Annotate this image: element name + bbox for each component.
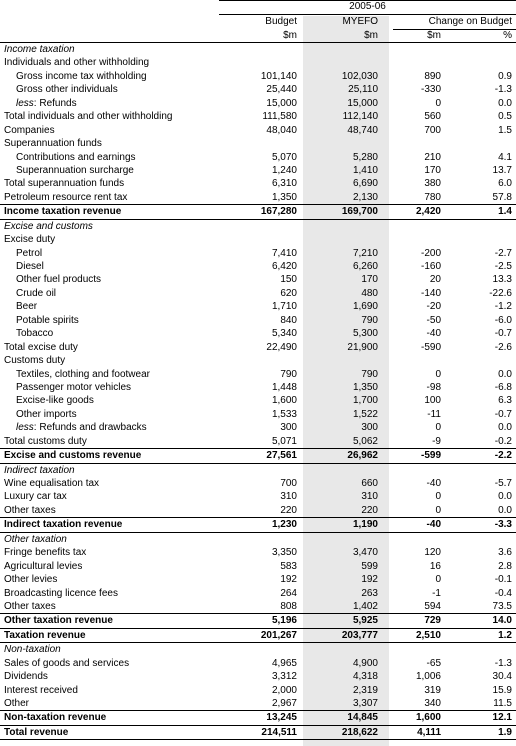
row-label: Other levies <box>4 574 58 586</box>
change-value: 319 <box>424 684 441 696</box>
table-row <box>0 124 516 137</box>
row-label <box>16 421 147 434</box>
budget-value: 201,267 <box>260 629 297 641</box>
budget-value: 13,245 <box>266 712 297 724</box>
change-value: -160 <box>420 261 441 272</box>
table-row <box>0 83 516 96</box>
budget-value: 1,230 <box>271 519 297 531</box>
myefo-value: 203,777 <box>341 629 378 641</box>
table-row <box>0 164 516 177</box>
table-row <box>0 421 516 434</box>
change-value: 0 <box>435 491 441 503</box>
row-label: Excise and customs <box>4 220 93 232</box>
change-pct: -6.8 <box>494 381 512 393</box>
row-label: Total superannuation funds <box>4 178 125 190</box>
table-row <box>0 600 516 613</box>
row-label: Total customs duty <box>4 435 87 447</box>
row-label: Superannuation funds <box>4 138 102 150</box>
budget-value: 6,310 <box>271 178 297 190</box>
change-pct: 14.0 <box>492 615 512 627</box>
myefo-value: 7,210 <box>352 247 378 259</box>
row-label: Indirect taxation <box>4 464 75 476</box>
myefo-value: 218,622 <box>341 726 378 738</box>
budget-value: 1,710 <box>271 301 297 313</box>
change-pct: 3.6 <box>498 547 512 559</box>
row-label: Indirect taxation revenue <box>4 519 123 531</box>
budget-value: 5,071 <box>271 435 297 447</box>
header-change-rule <box>393 29 516 30</box>
row-label-text: : Refunds and drawbacks <box>33 422 147 434</box>
row-label: Wine equalisation tax <box>4 478 100 489</box>
myefo-value: 15,000 <box>347 97 378 109</box>
change-pct: 13.3 <box>492 274 512 286</box>
table-body <box>0 43 516 740</box>
row-label: Other imports <box>16 408 77 420</box>
table-row <box>0 381 516 394</box>
myefo-value: 220 <box>361 504 378 516</box>
change-pct: 12.1 <box>492 712 512 724</box>
change-pct: 4.1 <box>498 151 512 163</box>
change-value: 729 <box>424 615 441 627</box>
row-label: Other taxes <box>4 600 56 612</box>
change-pct: 0.5 <box>498 111 512 123</box>
myefo-value: 25,110 <box>348 84 378 96</box>
myefo-value: 3,307 <box>352 698 378 709</box>
budget-value: 167,280 <box>260 206 297 218</box>
change-value: 0 <box>435 504 441 516</box>
budget-value: 220 <box>280 504 297 516</box>
change-pct: 1.5 <box>498 124 512 136</box>
myefo-value: 1,350 <box>352 381 378 393</box>
change-pct: -1.2 <box>494 301 512 313</box>
change-value: 700 <box>424 124 441 136</box>
header-year: 2005-06 <box>349 1 386 12</box>
change-pct: 0.0 <box>498 97 512 109</box>
table-row <box>0 56 516 69</box>
budget-value: 620 <box>280 287 297 299</box>
budget-value: 5,340 <box>271 328 297 340</box>
change-pct: -1.3 <box>494 84 512 96</box>
myefo-value: 263 <box>361 587 378 599</box>
change-pct: 0.0 <box>498 504 512 516</box>
table-row <box>0 408 516 421</box>
row-label: Other taxes <box>4 504 56 516</box>
row-label: Dividends <box>4 671 48 683</box>
myefo-value: 790 <box>361 314 378 326</box>
myefo-value: 4,900 <box>352 657 378 669</box>
table-row <box>0 177 516 190</box>
total-row <box>0 448 516 463</box>
row-label: Broadcasting licence fees <box>4 587 118 599</box>
row-label: Beer <box>16 301 38 313</box>
myefo-value: 192 <box>361 574 378 586</box>
row-label: Other fuel products <box>16 274 102 286</box>
change-pct: 73.5 <box>492 600 512 612</box>
budget-value: 840 <box>280 314 297 326</box>
change-value: 1,006 <box>415 671 441 683</box>
table-row <box>0 368 516 381</box>
row-label: Contributions and earnings <box>16 151 136 163</box>
row-label-prefix: less <box>16 422 34 434</box>
row-label: Taxation revenue <box>4 629 86 641</box>
table-row <box>0 435 516 448</box>
change-value: 1,600 <box>415 712 441 724</box>
myefo-value: 660 <box>361 478 378 489</box>
budget-value: 4,965 <box>271 657 297 669</box>
change-pct: -6.0 <box>494 314 512 326</box>
change-value: 340 <box>424 698 441 709</box>
row-label: Total individuals and other withholding <box>4 111 173 123</box>
row-label: Gross other individuals <box>16 84 118 96</box>
change-value: 890 <box>424 70 441 82</box>
myefo-value: 112,140 <box>342 111 378 123</box>
budget-value: 1,600 <box>271 395 297 407</box>
change-pct: -0.7 <box>494 328 512 340</box>
change-value: 20 <box>429 274 441 286</box>
table-row <box>0 546 516 559</box>
budget-value: 300 <box>280 422 297 434</box>
table-row <box>0 657 516 670</box>
row-label: Income taxation revenue <box>4 206 122 218</box>
myefo-value: 310 <box>361 491 378 503</box>
change-value: 120 <box>424 547 441 559</box>
change-pct: 1.9 <box>498 726 512 738</box>
table-row <box>0 504 516 517</box>
table-row <box>0 697 516 710</box>
change-value: 0 <box>435 97 441 109</box>
row-label: Diesel <box>16 261 44 272</box>
change-pct: 1.4 <box>498 206 512 218</box>
change-value: -200 <box>420 247 441 259</box>
myefo-value: 5,300 <box>352 328 378 340</box>
row-label: Other taxation <box>4 533 67 545</box>
table-row <box>0 287 516 300</box>
change-pct: -2.7 <box>494 247 512 259</box>
myefo-value: 5,925 <box>352 615 378 627</box>
row-label-prefix: less <box>16 97 34 109</box>
myefo-value: 790 <box>361 368 378 380</box>
myefo-value: 26,962 <box>347 450 378 462</box>
change-value: 380 <box>424 178 441 190</box>
change-pct: 2.8 <box>498 560 512 572</box>
budget-value: 1,533 <box>271 408 297 420</box>
budget-value: 808 <box>280 600 297 612</box>
budget-value: 790 <box>280 368 297 380</box>
change-value: -20 <box>426 301 441 313</box>
myefo-value: 1,410 <box>352 164 378 176</box>
table-header <box>0 0 516 43</box>
row-label <box>16 97 77 110</box>
row-label: Companies <box>4 124 55 136</box>
change-pct: 30.4 <box>492 671 512 683</box>
budget-value: 214,511 <box>261 726 297 738</box>
total-row <box>0 725 516 740</box>
header-budget: Budget <box>265 16 297 27</box>
budget-value: 192 <box>280 574 297 586</box>
row-label: Individuals and other withholding <box>4 57 150 69</box>
unit-budget: $m <box>283 30 297 41</box>
change-value: -590 <box>420 341 441 353</box>
table-row <box>0 137 516 150</box>
table-row <box>0 354 516 367</box>
change-pct: 6.3 <box>498 395 512 407</box>
budget-value: 310 <box>280 491 297 503</box>
section-heading <box>0 220 516 233</box>
table-row <box>0 70 516 83</box>
total-row <box>0 517 516 532</box>
row-label: Other taxation revenue <box>4 615 113 627</box>
table-row <box>0 233 516 246</box>
change-pct: -22.6 <box>489 287 512 299</box>
table-row <box>0 394 516 407</box>
change-value: 594 <box>424 600 441 612</box>
change-value: -330 <box>420 84 441 96</box>
budget-value: 15,000 <box>266 97 297 109</box>
change-pct: -5.7 <box>494 478 512 489</box>
unit-change: $m <box>427 30 441 41</box>
row-label: Petroleum resource rent tax <box>4 191 128 203</box>
table-row <box>0 97 516 110</box>
change-pct: 1.2 <box>498 629 512 641</box>
row-label: Passenger motor vehicles <box>16 381 132 393</box>
budget-value: 2,967 <box>271 698 297 709</box>
table-row <box>0 684 516 697</box>
table-row <box>0 260 516 273</box>
budget-value: 5,070 <box>271 151 297 163</box>
row-label: Other <box>4 698 30 709</box>
change-pct: 57.8 <box>492 191 512 203</box>
change-value: -140 <box>420 287 441 299</box>
row-label: Agricultural levies <box>4 560 83 572</box>
change-pct: -0.1 <box>494 574 512 586</box>
total-row <box>0 204 516 219</box>
change-value: -11 <box>427 408 441 420</box>
myefo-value: 48,740 <box>347 124 378 136</box>
myefo-value: 3,470 <box>352 547 378 559</box>
row-label: Crude oil <box>16 287 57 299</box>
change-value: 170 <box>424 164 441 176</box>
change-value: -98 <box>426 381 441 393</box>
change-value: 0 <box>435 368 441 380</box>
budget-value: 3,312 <box>271 671 297 683</box>
myefo-value: 1,700 <box>352 395 378 407</box>
row-label: Potable spirits <box>16 314 79 326</box>
change-value: -40 <box>426 478 441 489</box>
change-value: 780 <box>424 191 441 203</box>
change-pct: -2.5 <box>494 261 512 272</box>
row-label: Luxury car tax <box>4 491 67 503</box>
change-pct: 6.0 <box>498 178 512 190</box>
row-label: Fringe benefits tax <box>4 547 87 559</box>
table-row <box>0 314 516 327</box>
budget-value: 22,490 <box>266 341 297 353</box>
section-heading <box>0 533 516 546</box>
myefo-value: 1,690 <box>352 301 378 313</box>
row-label: Excise and customs revenue <box>4 450 142 462</box>
table-row <box>0 110 516 123</box>
row-label: Income taxation <box>4 44 75 55</box>
change-pct: 0.0 <box>498 422 512 434</box>
change-pct: 15.9 <box>492 684 512 696</box>
budget-value: 27,561 <box>266 450 297 462</box>
budget-value: 150 <box>280 274 297 286</box>
header-year-rule <box>219 14 516 15</box>
budget-value: 5,196 <box>271 615 297 627</box>
myefo-value: 102,030 <box>341 70 378 82</box>
change-value: 560 <box>424 111 441 123</box>
row-label: Petrol <box>16 247 43 259</box>
change-value: -40 <box>426 328 441 340</box>
table-row <box>0 573 516 586</box>
change-pct: -0.2 <box>494 435 512 447</box>
change-pct: 11.5 <box>493 698 512 709</box>
section-heading <box>0 43 516 56</box>
budget-value: 583 <box>280 560 297 572</box>
change-value: 0 <box>435 574 441 586</box>
table-row <box>0 247 516 260</box>
myefo-value: 2,319 <box>352 684 378 696</box>
total-row <box>0 628 516 643</box>
budget-value: 264 <box>280 587 297 599</box>
change-value: 2,510 <box>415 629 441 641</box>
table-row <box>0 670 516 683</box>
myefo-value: 6,260 <box>352 261 378 272</box>
myefo-value: 599 <box>361 560 378 572</box>
change-value: 4,111 <box>417 726 441 738</box>
change-pct: -2.6 <box>494 341 512 353</box>
header-myefo: MYEFO <box>342 16 378 27</box>
myefo-value: 480 <box>361 287 378 299</box>
row-label: Customs duty <box>4 355 66 367</box>
unit-pct: % <box>503 30 512 41</box>
myefo-value: 4,318 <box>352 671 378 683</box>
budget-value: 25,440 <box>266 84 297 96</box>
table-row <box>0 191 516 204</box>
row-label: Tobacco <box>16 328 54 340</box>
change-pct: 13.7 <box>492 164 512 176</box>
change-value: 16 <box>429 560 441 572</box>
change-value: 100 <box>424 395 441 407</box>
total-row <box>0 613 516 627</box>
table-row <box>0 151 516 164</box>
myefo-value: 1,190 <box>352 519 378 531</box>
change-pct: -2.2 <box>494 450 512 462</box>
budget-value: 3,350 <box>271 547 297 559</box>
section-heading <box>0 643 516 656</box>
total-row <box>0 710 516 724</box>
table-row <box>0 477 516 490</box>
table-row <box>0 341 516 354</box>
myefo-value: 1,522 <box>352 408 378 420</box>
change-pct: -0.4 <box>494 587 512 599</box>
myefo-value: 169,700 <box>341 206 378 218</box>
change-value: 0 <box>435 422 441 434</box>
change-value: -50 <box>426 314 441 326</box>
change-pct: 0.9 <box>498 70 512 82</box>
budget-value: 1,448 <box>271 381 297 393</box>
myefo-value: 5,062 <box>352 435 378 447</box>
myefo-value: 6,690 <box>352 178 378 190</box>
table-row <box>0 560 516 573</box>
myefo-value: 21,900 <box>347 341 378 353</box>
change-pct: -0.7 <box>494 408 512 420</box>
myefo-value: 5,280 <box>352 151 378 163</box>
change-pct: -3.3 <box>494 519 512 531</box>
row-label: Textiles, clothing and footwear <box>16 368 150 380</box>
budget-value: 111,580 <box>262 111 297 123</box>
change-value: -1 <box>432 587 441 599</box>
row-label: Sales of goods and services <box>4 657 130 669</box>
myefo-value: 1,402 <box>352 600 378 612</box>
myefo-value: 14,845 <box>347 712 378 724</box>
table-row <box>0 490 516 503</box>
table-row <box>0 300 516 313</box>
table-row <box>0 327 516 340</box>
row-label: Total revenue <box>4 726 69 738</box>
table-row <box>0 273 516 286</box>
budget-value: 101,140 <box>260 70 297 82</box>
budget-value: 48,040 <box>266 124 297 136</box>
row-label: Excise duty <box>4 234 56 246</box>
row-label: Total excise duty <box>4 341 78 353</box>
myefo-value: 2,130 <box>352 191 378 203</box>
budget-value: 2,000 <box>271 684 297 696</box>
change-value: 210 <box>424 151 441 163</box>
change-value: -65 <box>426 657 441 669</box>
change-pct: 0.0 <box>498 491 512 503</box>
budget-value: 6,420 <box>271 261 297 272</box>
budget-value: 7,410 <box>271 247 297 259</box>
change-value: -40 <box>426 519 441 531</box>
change-value: -599 <box>420 450 441 462</box>
change-pct: 0.0 <box>498 368 512 380</box>
myefo-value: 300 <box>361 422 378 434</box>
row-label: Superannuation surcharge <box>16 164 134 176</box>
budget-value: 700 <box>280 478 297 489</box>
row-label-text: : Refunds <box>33 97 77 109</box>
row-label: Interest received <box>4 684 78 696</box>
change-value: -9 <box>432 435 441 447</box>
unit-myefo: $m <box>364 30 378 41</box>
budget-value: 1,240 <box>271 164 297 176</box>
change-pct: -1.3 <box>494 657 512 669</box>
row-label: Non-taxation revenue <box>4 712 107 724</box>
budget-value: 1,350 <box>271 191 297 203</box>
row-label: Non-taxation <box>4 644 61 656</box>
change-value: 2,420 <box>415 206 441 218</box>
row-label: Excise-like goods <box>16 395 94 407</box>
section-heading <box>0 464 516 477</box>
row-label: Gross income tax withholding <box>16 70 147 82</box>
header-change: Change on Budget <box>428 16 512 27</box>
myefo-value: 170 <box>361 274 378 286</box>
table-row <box>0 587 516 600</box>
